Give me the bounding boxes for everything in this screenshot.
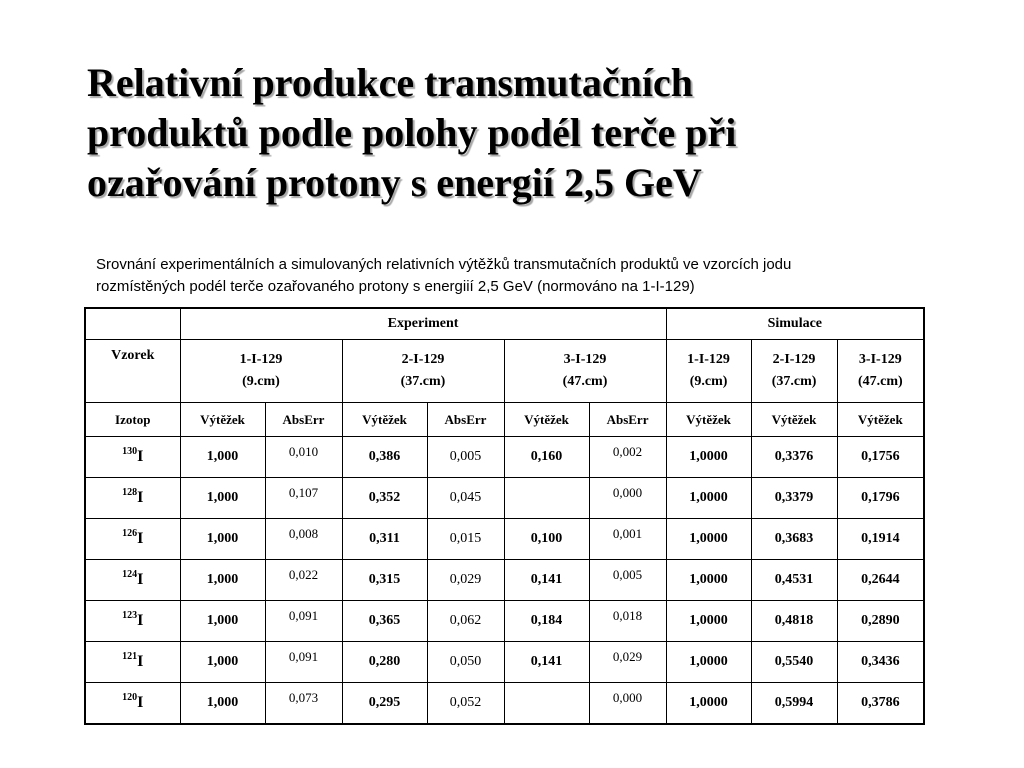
abs-err-cell: 0,015 [427, 519, 504, 560]
abs-err-cell: 0,062 [427, 601, 504, 642]
abs-err-cell: 0,091 [265, 642, 342, 683]
title-line-3: ozařování protony s energií 2,5 GeV [87, 160, 702, 205]
element-symbol: I [137, 612, 144, 629]
element-symbol: I [137, 653, 144, 670]
mass-number: 126 [122, 528, 138, 539]
exp-yield-cell: 0,141 [504, 642, 589, 683]
isotope-cell [85, 601, 180, 642]
exp-yield-cell: 0,352 [342, 478, 427, 519]
abs-err-cell: 0,091 [265, 601, 342, 642]
sample-position: (37.cm) [400, 374, 446, 389]
sim-yield-cell: 0,3683 [751, 519, 837, 560]
mass-number: 124 [122, 569, 138, 580]
abs-err-cell: 0,005 [589, 560, 666, 601]
sim-yield-cell: 1,0000 [666, 683, 751, 725]
element-symbol: I [137, 489, 144, 506]
table-sample-row [85, 340, 924, 403]
sim-yield-cell: 0,3436 [837, 642, 924, 683]
column-header-abserr: AbsErr [589, 403, 666, 437]
caption-line-2: rozmístěných podél terče ozařovaného protony s energiií 2,5 GeV (normováno na 1-I-129) [96, 278, 695, 295]
isotope-cell [85, 478, 180, 519]
sim-yield-cell: 0,5994 [751, 683, 837, 725]
isotope-cell [85, 519, 180, 560]
sim-yield-cell: 0,3376 [751, 437, 837, 478]
table-row [85, 437, 924, 478]
exp-yield-cell: 0,160 [504, 437, 589, 478]
sim-yield-cell: 0,1796 [837, 478, 924, 519]
title-line-1: Relativní produkce transmutačních [87, 60, 693, 105]
sim-yield-cell: 1,0000 [666, 478, 751, 519]
sim-yield-cell: 0,3786 [837, 683, 924, 725]
sample-name: 3-I-129 [858, 352, 902, 367]
table-row [85, 478, 924, 519]
sample-position: (9.cm) [689, 374, 728, 389]
table-caption [96, 254, 936, 298]
sim-yield-cell: 0,1914 [837, 519, 924, 560]
abs-err-cell: 0,005 [427, 437, 504, 478]
abs-err-cell: 0,001 [589, 519, 666, 560]
table-row [85, 601, 924, 642]
abs-err-cell: 0,107 [265, 478, 342, 519]
abs-err-cell: 0,029 [589, 642, 666, 683]
sample-header [751, 340, 837, 403]
table-group-header-row [85, 308, 924, 340]
exp-yield-cell: 1,000 [180, 642, 265, 683]
sim-yield-cell: 1,0000 [666, 560, 751, 601]
sample-name: 1-I-129 [239, 352, 283, 367]
abs-err-cell: 0,000 [589, 683, 666, 725]
exp-yield-cell: 0,311 [342, 519, 427, 560]
sample-header [837, 340, 924, 403]
column-header-vytezek: Výtěžek [180, 403, 265, 437]
sim-yield-cell: 0,5540 [751, 642, 837, 683]
abs-err-cell: 0,022 [265, 560, 342, 601]
sample-header [180, 340, 342, 403]
exp-yield-cell: 0,295 [342, 683, 427, 725]
sim-yield-cell: 1,0000 [666, 519, 751, 560]
simulace-group-header: Simulace [666, 308, 924, 340]
abs-err-cell: 0,010 [265, 437, 342, 478]
exp-yield-cell: 0,386 [342, 437, 427, 478]
abs-err-cell: 0,050 [427, 642, 504, 683]
table-row [85, 642, 924, 683]
slide-title [87, 58, 947, 208]
sim-yield-cell: 0,4818 [751, 601, 837, 642]
abs-err-cell: 0,008 [265, 519, 342, 560]
element-symbol: I [137, 530, 144, 547]
isotope-cell [85, 560, 180, 601]
exp-yield-cell: 0,365 [342, 601, 427, 642]
sim-yield-cell: 0,1756 [837, 437, 924, 478]
exp-yield-cell [504, 683, 589, 725]
exp-yield-cell: 0,280 [342, 642, 427, 683]
column-header-vytezek: Výtěžek [666, 403, 751, 437]
sample-name: 1-I-129 [687, 352, 730, 367]
column-header-vytezek: Výtěžek [342, 403, 427, 437]
sample-position: (47.cm) [562, 374, 608, 389]
abs-err-cell: 0,018 [589, 601, 666, 642]
sample-name: 3-I-129 [563, 352, 607, 367]
column-header-vytezek: Výtěžek [504, 403, 589, 437]
isotope-cell [85, 437, 180, 478]
sim-yield-cell: 0,3379 [751, 478, 837, 519]
exp-yield-cell: 1,000 [180, 683, 265, 725]
exp-yield-cell: 1,000 [180, 560, 265, 601]
sample-position: (47.cm) [857, 374, 903, 389]
element-symbol: I [137, 448, 144, 465]
mass-number: 123 [122, 610, 138, 621]
table-row [85, 560, 924, 601]
table-row [85, 519, 924, 560]
isotope-cell [85, 683, 180, 725]
exp-yield-cell: 1,000 [180, 519, 265, 560]
sample-name: 2-I-129 [401, 352, 445, 367]
abs-err-cell: 0,000 [589, 478, 666, 519]
experiment-group-header: Experiment [180, 308, 666, 340]
sample-header [666, 340, 751, 403]
izotop-label: Izotop [85, 403, 180, 437]
column-header-abserr: AbsErr [265, 403, 342, 437]
table-row [85, 683, 924, 725]
abs-err-cell: 0,045 [427, 478, 504, 519]
sample-header [504, 340, 666, 403]
isotope-cell [85, 642, 180, 683]
sim-yield-cell: 1,0000 [666, 642, 751, 683]
table-column-header-row [85, 403, 924, 437]
column-header-abserr: AbsErr [427, 403, 504, 437]
abs-err-cell: 0,052 [427, 683, 504, 725]
exp-yield-cell: 1,000 [180, 601, 265, 642]
exp-yield-cell: 1,000 [180, 478, 265, 519]
element-symbol: I [137, 571, 144, 588]
mass-number: 128 [122, 487, 138, 498]
mass-number: 120 [122, 692, 138, 703]
exp-yield-cell: 0,141 [504, 560, 589, 601]
sample-header [342, 340, 504, 403]
vzorek-label: Vzorek [85, 340, 180, 403]
abs-err-cell: 0,029 [427, 560, 504, 601]
exp-yield-cell: 1,000 [180, 437, 265, 478]
caption-line-1: Srovnání experimentálních a simulovaných relativních výtěžků transmutačních produktů ve vzorcích jodu [96, 256, 792, 273]
title-line-2: produktů podle polohy podél terče při [87, 110, 737, 155]
exp-yield-cell [504, 478, 589, 519]
mass-number: 121 [122, 651, 138, 662]
exp-yield-cell: 0,184 [504, 601, 589, 642]
sample-position: (37.cm) [771, 374, 817, 389]
sample-position: (9.cm) [242, 374, 280, 389]
sim-yield-cell: 0,2890 [837, 601, 924, 642]
exp-yield-cell: 0,315 [342, 560, 427, 601]
yield-table [84, 307, 925, 725]
mass-number: 130 [122, 446, 138, 457]
column-header-vytezek: Výtěžek [837, 403, 924, 437]
column-header-vytezek: Výtěžek [751, 403, 837, 437]
sim-yield-cell: 1,0000 [666, 601, 751, 642]
sim-yield-cell: 0,2644 [837, 560, 924, 601]
exp-yield-cell: 0,100 [504, 519, 589, 560]
element-symbol: I [137, 694, 144, 711]
abs-err-cell: 0,002 [589, 437, 666, 478]
sample-name: 2-I-129 [772, 352, 816, 367]
empty-corner-cell [85, 308, 180, 340]
abs-err-cell: 0,073 [265, 683, 342, 725]
sim-yield-cell: 1,0000 [666, 437, 751, 478]
sim-yield-cell: 0,4531 [751, 560, 837, 601]
